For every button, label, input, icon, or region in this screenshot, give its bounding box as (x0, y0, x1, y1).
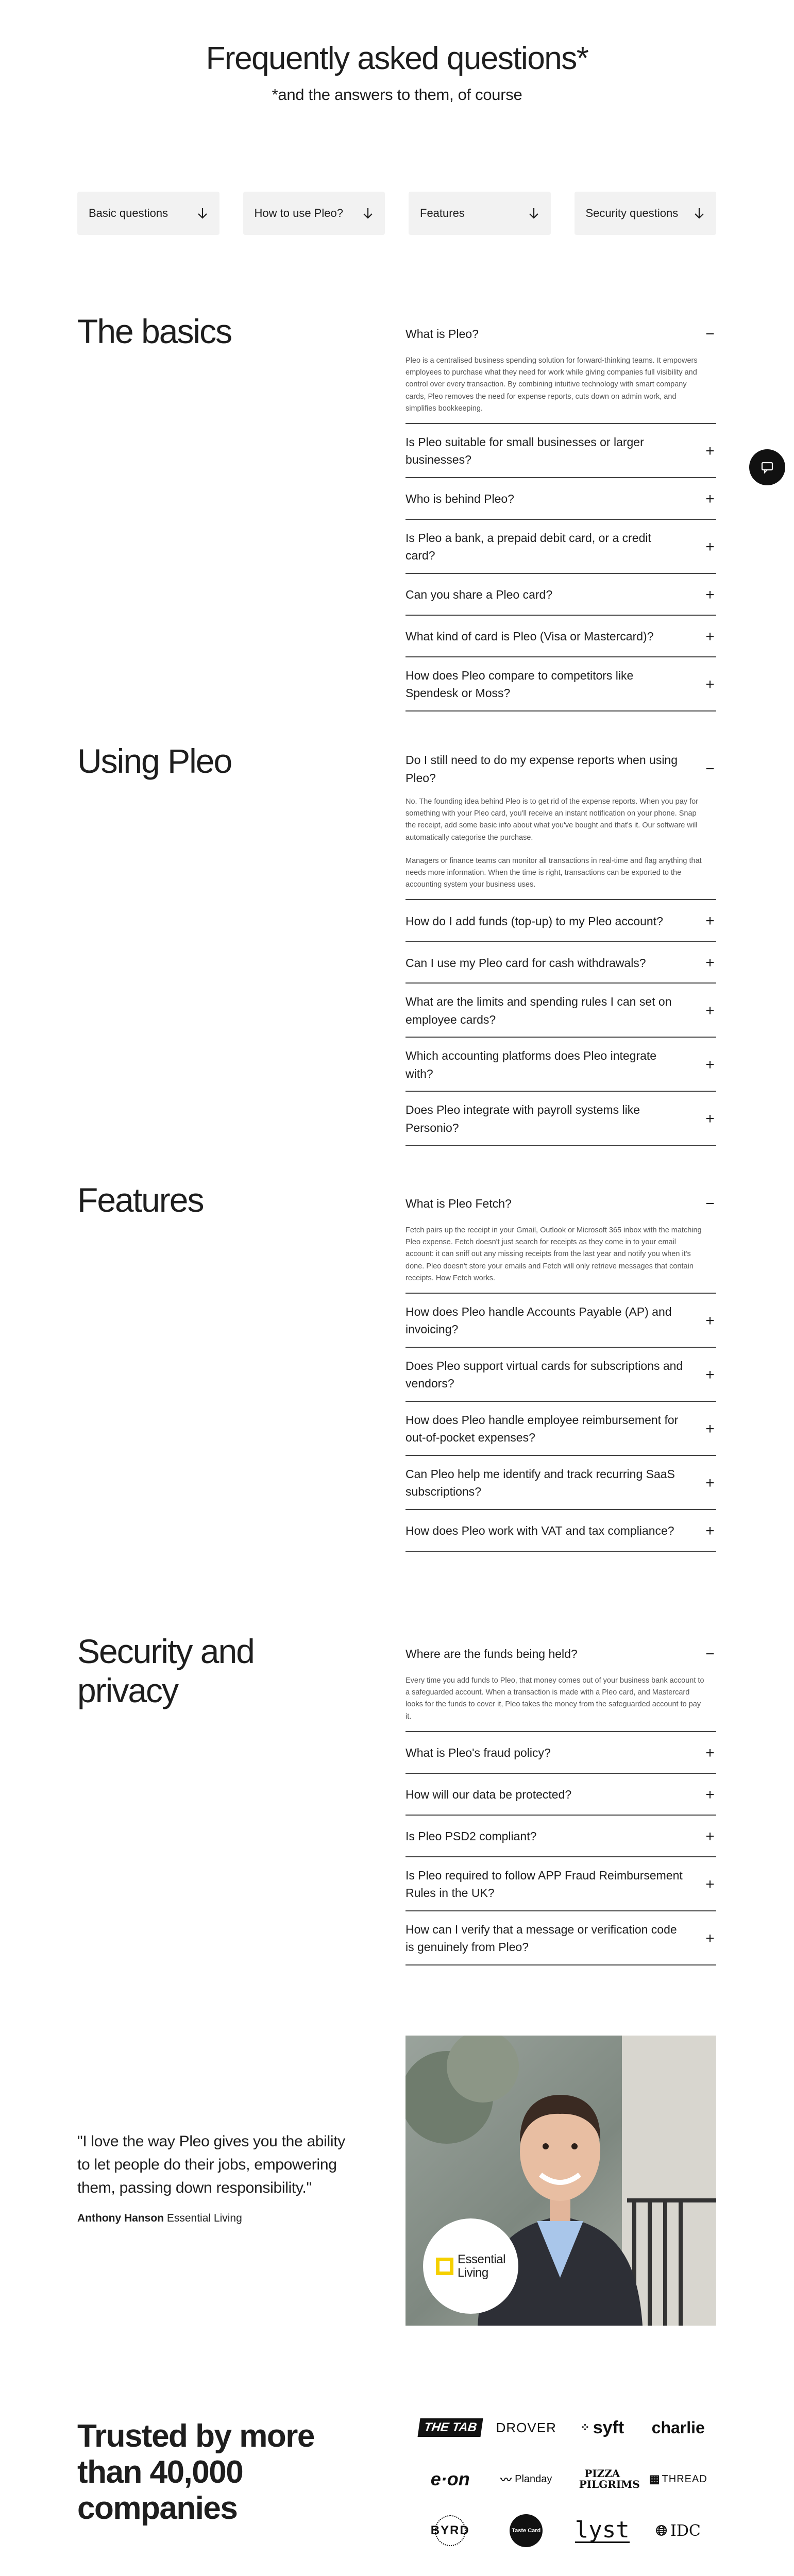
idc-globe-icon: 🌐︎ (655, 2522, 668, 2538)
syft-dots-icon: ⁘ (580, 2421, 590, 2434)
faq-item (406, 900, 716, 942)
logo-text: charlie (651, 2418, 705, 2437)
faq-question: Is Pleo a bank, a prepaid debit card, or a credit card? (406, 531, 651, 563)
faq-question: What are the limits and spending rules I can set on employee cards? (406, 995, 672, 1026)
minus-icon: − (705, 760, 715, 777)
logo-planday (488, 2463, 565, 2496)
faq-question: Can you share a Pleo card? (406, 588, 553, 602)
logo-drover (488, 2411, 565, 2444)
minus-icon: − (705, 1646, 715, 1663)
logo-text: PIZZA PILGRIMS (579, 2467, 640, 2490)
faq-question: What is Pleo's fraud policy? (406, 1746, 551, 1759)
faq-item (406, 1774, 716, 1816)
trusted-title: Trusted by more than 40,000 companies (77, 2418, 314, 2527)
logo-idc (640, 2514, 717, 2547)
nav-label: Security questions (585, 207, 679, 219)
faq-question-toggle[interactable] (406, 993, 716, 1028)
faq-item (406, 1633, 716, 1732)
minus-icon: − (705, 326, 715, 343)
section-title-features: Features (77, 1181, 204, 1219)
chat-icon (760, 460, 774, 474)
plus-icon: + (705, 586, 715, 603)
faq-question-toggle[interactable] (406, 1101, 716, 1137)
testimonial-photo (406, 2036, 716, 2326)
chat-button[interactable] (749, 449, 785, 485)
faq-item (406, 1294, 716, 1348)
plus-icon: + (705, 1929, 715, 1947)
logo-eon (412, 2463, 488, 2496)
logo-thread (640, 2463, 717, 2496)
faq-question-toggle[interactable] (406, 1357, 716, 1393)
plus-icon: + (705, 1744, 715, 1761)
faq-question: Where are the funds being held? (406, 1647, 578, 1661)
faq-item (406, 478, 716, 520)
logo-syft (564, 2411, 640, 2444)
logo-text: Taste Card (510, 2514, 543, 2547)
faq-question: How can I verify that a message or verification code is genuinely from Pleo? (406, 1922, 677, 1954)
arrow-down-icon (362, 207, 374, 219)
faq-list-security (406, 1633, 716, 1965)
arrow-down-icon (694, 207, 705, 219)
arrow-down-icon (197, 207, 208, 219)
faq-item (406, 1402, 716, 1456)
faq-question: Can I use my Pleo card for cash withdrawals? (406, 956, 646, 970)
faq-answer-paragraph: Every time you add funds to Pleo, that money comes out of your business bank account to a safeguarded account. When a transaction is made with a Pleo card, and Mastercard looks for the funds to cover it, Pleo takes the money from the safeguarded account to pay it. (406, 1676, 704, 1721)
testimonial-quote: "I love the way Pleo gives you the ability to let people do their jobs, empowering them, passing down responsibility." (77, 2133, 346, 2196)
section-title-basics: The basics (77, 312, 232, 350)
faq-item (406, 742, 716, 900)
nav-how-to-use[interactable] (243, 192, 385, 235)
page-title: Frequently asked questions* (206, 41, 588, 76)
faq-item (406, 1911, 716, 1965)
plus-icon: + (705, 1474, 715, 1492)
faq-question-toggle[interactable] (406, 1921, 716, 1956)
faq-question-toggle[interactable] (406, 667, 716, 702)
faq-question: What kind of card is Pleo (Visa or Mastercard)? (406, 630, 654, 643)
faq-question-toggle[interactable] (406, 1519, 716, 1543)
badge-line-2: Living (458, 2265, 488, 2280)
faq-question-toggle[interactable] (406, 951, 716, 974)
customer-logos (412, 2411, 716, 2547)
faq-answer-paragraph: Pleo is a centralised business spending solution for forward-thinking teams. It empowers employees to purchase what they need for work while giving companies full visibility and control over every transaction. By combining intuitive technology with smart company cards, Pleo removes the need for expense reports, cuts down on admin work, and simplifies bookkeeping. (406, 357, 698, 413)
faq-question: How does Pleo compare to competitors like Spendesk or Moss? (406, 668, 634, 700)
nav-label: How to use Pleo? (254, 207, 343, 219)
faq-question: How will our data be protected? (406, 1788, 572, 1801)
nav-label: Basic questions (89, 207, 168, 219)
logo-the-tab (412, 2411, 488, 2444)
logo-text: syft (593, 2417, 624, 2437)
nav-security-questions[interactable] (575, 192, 717, 235)
faq-question: Who is behind Pleo? (406, 492, 514, 506)
plus-icon: + (705, 442, 715, 460)
plus-icon: + (705, 1312, 715, 1329)
faq-question-toggle[interactable] (406, 529, 716, 565)
faq-question-toggle[interactable] (406, 1642, 716, 1666)
logo-text: THE TAB (417, 2418, 483, 2437)
plus-icon: + (705, 912, 715, 930)
plus-icon: + (705, 1366, 715, 1383)
nav-label: Features (420, 207, 465, 219)
faq-item (406, 1348, 716, 1402)
faq-question: Is Pleo suitable for small businesses or larger businesses? (406, 435, 644, 467)
faq-list-using (406, 742, 716, 1146)
faq-item (406, 313, 716, 424)
faq-answer-paragraph: No. The founding idea behind Pleo is to get rid of the expense reports. When you pay for something with your Pleo card, you'll receive an instant notification on your phone. Snap the receipt, add some basic info about what you've bought and that's it. Our software will automatically categorise the purchase. (406, 798, 699, 842)
testimonial-company: Essential Living (166, 2212, 242, 2224)
faq-question: How does Pleo handle employee reimbursement for out-of-pocket expenses? (406, 1413, 679, 1445)
plus-icon: + (705, 954, 715, 972)
faq-question-toggle[interactable] (406, 323, 716, 346)
faq-question-toggle[interactable] (406, 487, 716, 511)
faq-question-toggle[interactable] (406, 1741, 716, 1765)
faq-question: How does Pleo work with VAT and tax compliance? (406, 1524, 674, 1538)
faq-item (406, 1510, 716, 1552)
faq-question-toggle[interactable] (406, 1047, 716, 1082)
nav-basic-questions[interactable] (77, 192, 219, 235)
faq-question-toggle[interactable] (406, 1783, 716, 1806)
logo-taste-card (488, 2514, 565, 2547)
logo-charlie (640, 2411, 717, 2444)
faq-list-features (406, 1183, 716, 1552)
faq-answer (406, 355, 716, 415)
faq-question: Do I still need to do my expense reports when using Pleo? (406, 753, 678, 785)
faq-item (406, 984, 716, 1038)
faq-question-toggle[interactable] (406, 751, 716, 787)
faq-answer-paragraph: Managers or finance teams can monitor all transactions in real-time and flag anything that needs more information. When the time is right, transactions can be exported to the accounting system your business uses. (406, 856, 702, 889)
logo-text: Planday (515, 2473, 552, 2485)
logo-lyst (564, 2514, 640, 2547)
faq-item (406, 574, 716, 616)
faq-question: Does Pleo integrate with payroll systems like Personio? (406, 1103, 640, 1134)
faq-question: How do I add funds (top-up) to my Pleo account? (406, 914, 663, 928)
faq-question-toggle[interactable] (406, 583, 716, 606)
faq-question: What is Pleo? (406, 327, 479, 341)
faq-question-toggle[interactable] (406, 1825, 716, 1848)
logo-text: BYRD (435, 2515, 466, 2546)
thread-icon: ▦ (649, 2472, 660, 2485)
plus-icon: + (705, 675, 715, 693)
faq-question-toggle[interactable] (406, 1192, 716, 1215)
plus-icon: + (705, 538, 715, 555)
testimonial-author: Anthony Hanson (77, 2212, 164, 2224)
faq-question: Can Pleo help me identify and track recurring SaaS subscriptions? (406, 1467, 675, 1499)
logo-text: DROVER (496, 2419, 556, 2435)
plus-icon: + (705, 1002, 715, 1020)
faq-item (406, 1816, 716, 1857)
plus-icon: + (705, 1420, 715, 1437)
plus-icon: + (705, 1875, 715, 1893)
faq-list-basics (406, 313, 716, 711)
faq-item (406, 942, 716, 984)
section-title-using: Using Pleo (77, 742, 232, 780)
faq-question: What is Pleo Fetch? (406, 1197, 512, 1211)
nav-features[interactable] (409, 192, 551, 235)
logo-text: e·on (430, 2468, 470, 2489)
faq-question-toggle[interactable] (406, 433, 716, 469)
faq-item (406, 520, 716, 574)
faq-question-toggle[interactable] (406, 909, 716, 933)
faq-item (406, 1183, 716, 1294)
faq-question-toggle[interactable] (406, 1867, 716, 1902)
plus-icon: + (705, 1522, 715, 1539)
faq-question-toggle[interactable] (406, 1411, 716, 1447)
plus-icon: + (705, 1056, 715, 1074)
faq-question-toggle[interactable] (406, 1303, 716, 1338)
plus-icon: + (705, 1786, 715, 1803)
plus-icon: + (705, 628, 715, 645)
page-subtitle: *and the answers to them, of course (272, 86, 522, 104)
faq-question-toggle[interactable] (406, 1465, 716, 1501)
logo-text: THREAD (662, 2473, 707, 2485)
section-title-security: Security and privacy (77, 1632, 254, 1709)
faq-category-nav (77, 192, 716, 235)
faq-item (406, 1456, 716, 1510)
faq-answer (406, 1675, 716, 1723)
faq-item (406, 1092, 716, 1146)
faq-question: Is Pleo required to follow APP Fraud Reimbursement Rules in the UK? (406, 1868, 683, 1900)
faq-item (406, 616, 716, 657)
logo-pizza-pilgrims (564, 2463, 640, 2496)
minus-icon: − (705, 1195, 715, 1212)
badge-line-1: Essential (458, 2252, 505, 2267)
essential-living-badge (423, 2218, 518, 2314)
testimonial-author-line (77, 2212, 242, 2225)
logo-byrd (412, 2514, 488, 2547)
arrow-down-icon (528, 207, 539, 219)
faq-question: Is Pleo PSD2 compliant? (406, 1829, 537, 1843)
plus-icon: + (705, 1827, 715, 1845)
faq-item (406, 1857, 716, 1911)
faq-answer-paragraph: Fetch pairs up the receipt in your Gmail, Outlook or Microsoft 365 inbox with the matching Pleo expense. Fetch doesn't just search for receipts as they come in to your email account: it can sniff out any missing receipts from the last year and notify you when it's done. Pleo doesn't store your emails and Fetch will only retrieve messages that contain receipts. How Fetch works. (406, 1226, 702, 1282)
essential-living-wordmark (458, 2253, 505, 2279)
plus-icon: + (705, 490, 715, 507)
faq-question: Which accounting platforms does Pleo integrate with? (406, 1049, 657, 1080)
faq-question-toggle[interactable] (406, 625, 716, 648)
logo-text: IDC (670, 2521, 701, 2540)
faq-answer (406, 1225, 716, 1284)
faq-answer (406, 796, 716, 891)
faq-item (406, 1732, 716, 1774)
logo-text: lyst (575, 2516, 630, 2543)
essential-living-logo-icon (436, 2258, 453, 2275)
faq-item (406, 657, 716, 711)
faq-item (406, 1038, 716, 1092)
faq-question: How does Pleo handle Accounts Payable (AP) and invoicing? (406, 1304, 672, 1336)
faq-item (406, 424, 716, 478)
planday-icon: 〰 (500, 2473, 512, 2486)
faq-question: Does Pleo support virtual cards for subscriptions and vendors? (406, 1359, 683, 1391)
plus-icon: + (705, 1110, 715, 1128)
